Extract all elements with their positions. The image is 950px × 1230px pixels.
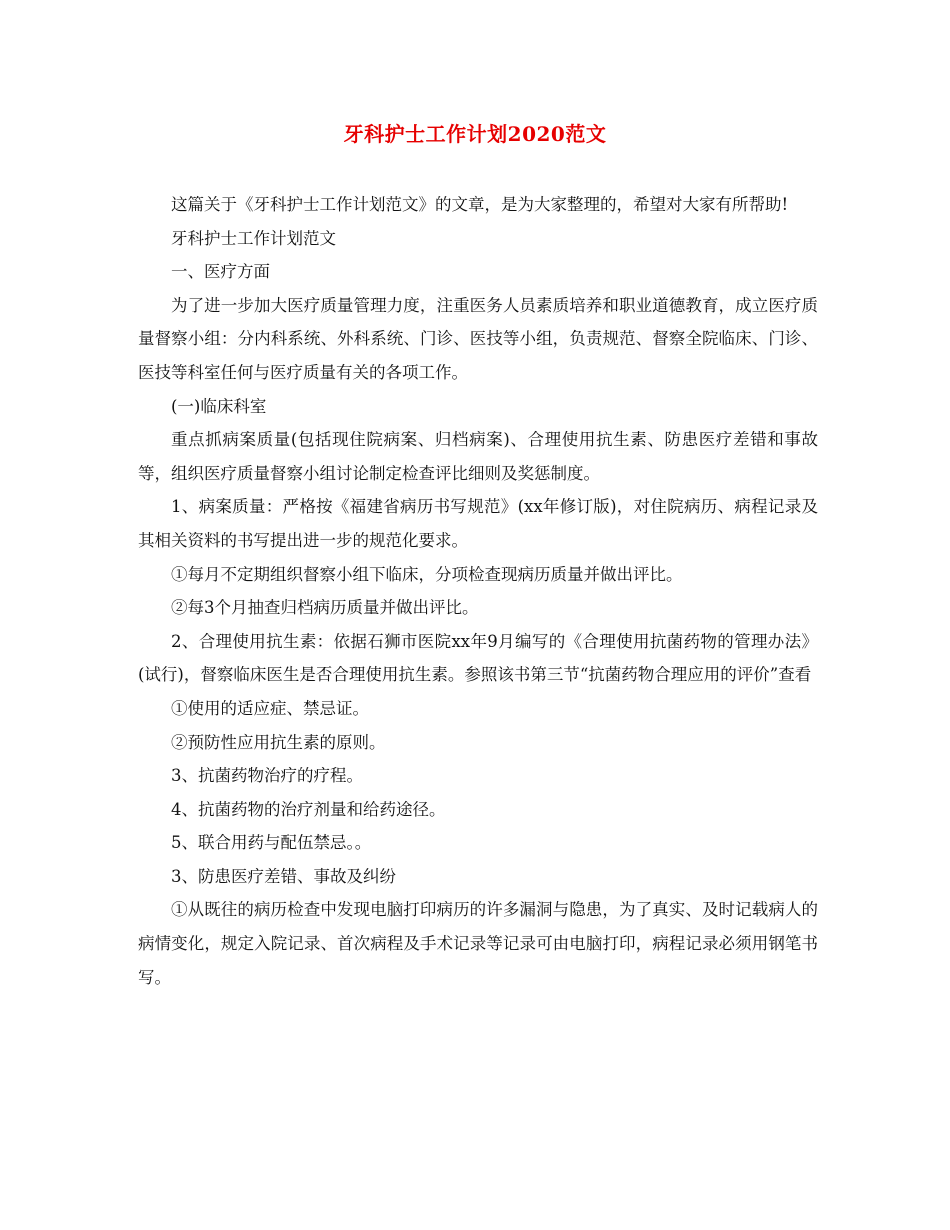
paragraph-intro: 这篇关于《牙科护士工作计划范文》的文章，是为大家整理的，希望对大家有所帮助! [171,195,789,214]
list-item-prophylactic: ②预防性应用抗生素的原则。 [171,732,386,752]
paragraph-antibiotics: 2、合理使用抗生素：依据石狮市医院xx年9月编写的《合理使用抗菌药物的管理办法》(试行)，督察临床医生是否合理使用抗生素。参照该书第三节“抗菌药物合理应用的评价”查看 [138,631,818,685]
paragraph-key-points: 重点抓病案质量(包括现住院病案、归档病案)、合理使用抗生素、防患医疗差错和事故等，组织医疗质量督察小组讨论制定检查评比细则及奖惩制度。 [138,430,818,483]
list-item-course: 3、抗菌药物治疗的疗程。 [171,766,363,786]
list-item-indications: ①使用的适应症、禁忌证。 [171,698,369,718]
section-heading-medical: 一、医疗方面 [171,262,270,282]
paragraph-case-quality: 1、病案质量：严格按《福建省病历书写规范》(xx年修订版)，对住院病历、病程记录及其相关资料的书写提出进一步的规范化要求。 [138,497,818,550]
list-item-combination: 5、联合用药与配伍禁忌。。 [171,833,372,853]
list-item-records: ①从既往的病历检查中发现电脑打印病历的许多漏洞与隐患，为了真实、及时记载病人的病情变化，规定入院记录、首次病程及手术记录等记录可由电脑打印，病程记录必须用钢笔书写。 [138,900,818,987]
document-body [138,188,818,994]
paragraph-subtitle: 牙科护士工作计划范文 [171,228,336,248]
paragraph-prevent-errors: 3、防患医疗差错、事故及纠纷 [171,866,396,886]
list-item-monthly-check: ①每月不定期组织督察小组下临床，分项检查现病历质量并做出评比。 [171,564,683,584]
subsection-heading-clinical: (一)临床科室 [171,396,267,416]
list-item-quarterly-check: ②每3个月抽查归档病历质量并做出评比。 [171,598,479,618]
paragraph-quality-management: 为了进一步加大医疗质量管理力度，注重医务人员素质培养和职业道德教育，成立医疗质量督察小组：分内科系统、外科系统、门诊、医技等小组，负责规范、督察全院临床、门诊、医技等科室任何与医疗质量有关的各项工作。 [138,295,818,382]
list-item-dosage: 4、抗菌药物的治疗剂量和给药途径。 [171,799,446,819]
document-title: 牙科护士工作计划2020范文 [343,122,607,146]
